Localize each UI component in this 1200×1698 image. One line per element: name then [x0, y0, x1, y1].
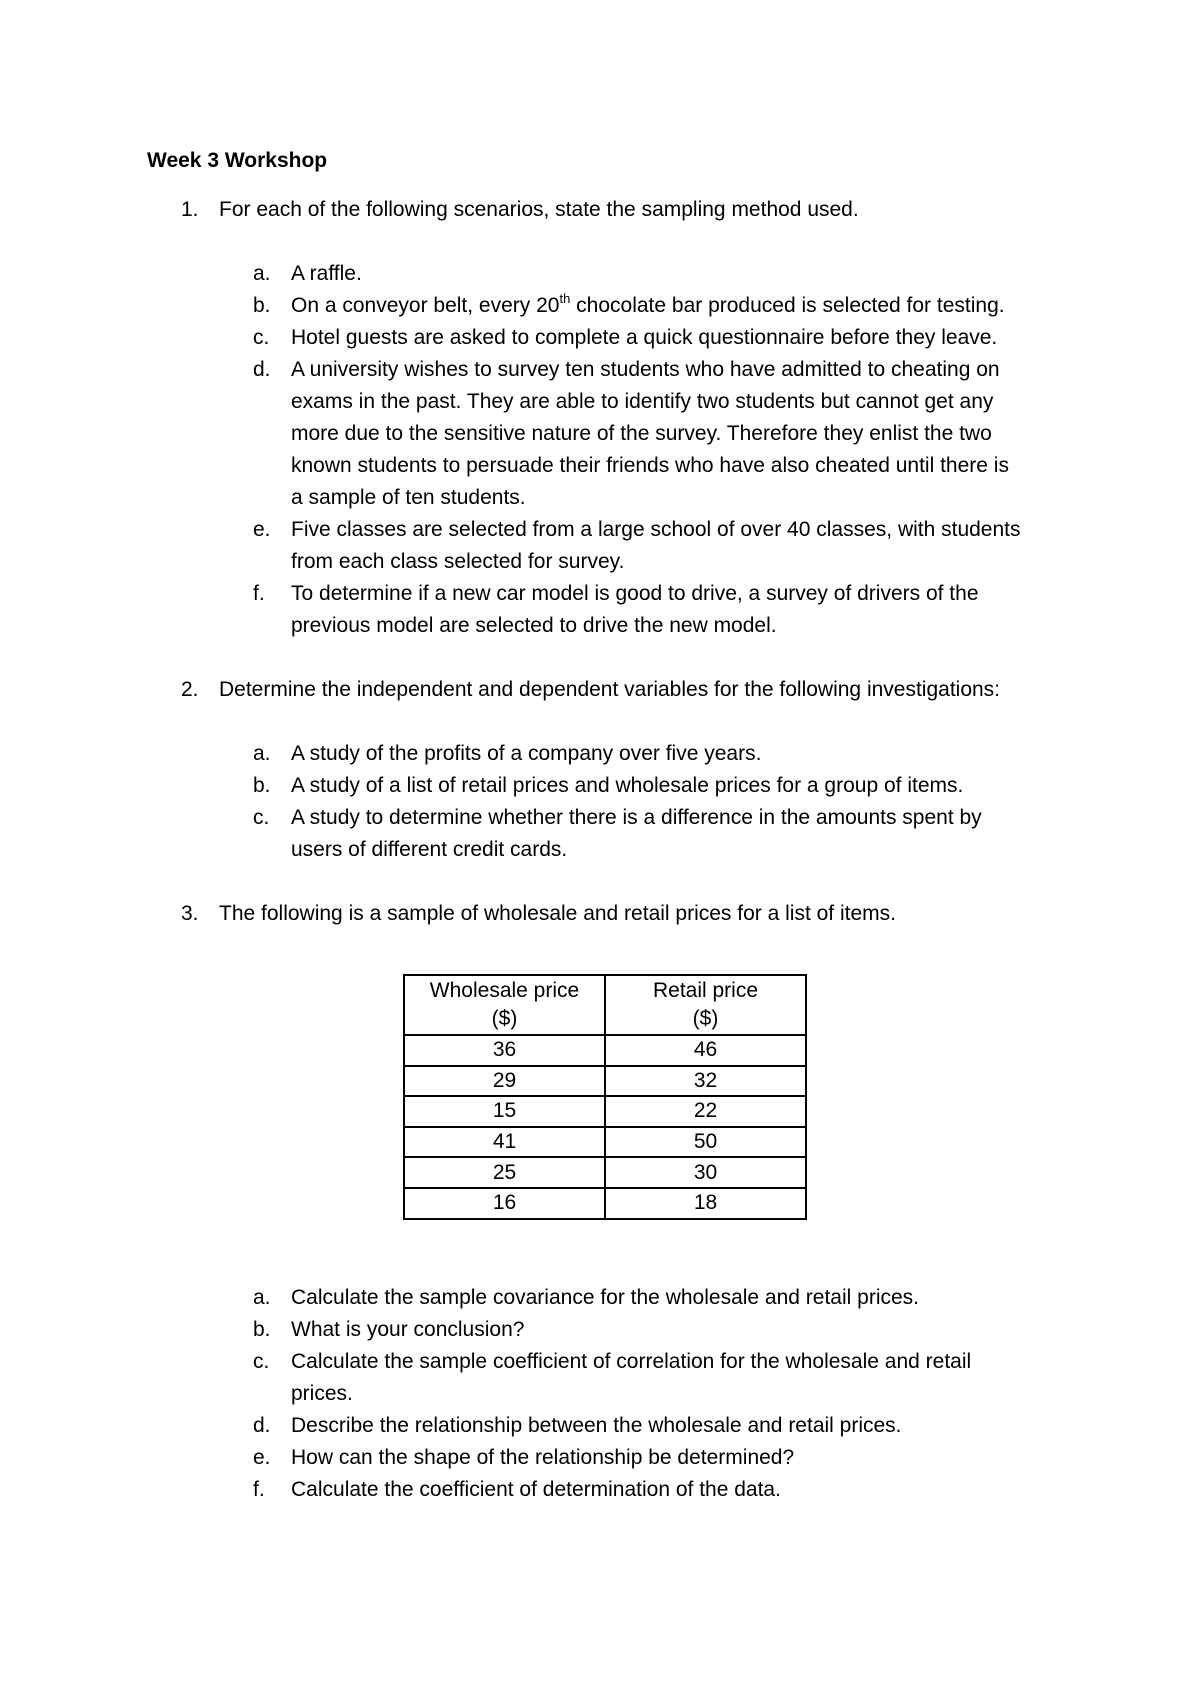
part-text-line: To determine if a new car model is good to drive, a survey of drivers of the: [291, 582, 979, 605]
part-text: Calculate the sample covariance for the wholesale and retail prices.: [291, 1286, 920, 1309]
part-letter: c.: [253, 1350, 270, 1373]
question-number: 3.: [181, 902, 199, 925]
header-line: Retail price: [652, 979, 759, 1002]
part-text: What is your conclusion?: [291, 1318, 525, 1341]
question-1-part-d: [253, 354, 1073, 514]
part-letter: b.: [253, 774, 271, 797]
question-3-part-b: [253, 1314, 1073, 1346]
part-text: How can the shape of the relationship be determined?: [291, 1446, 795, 1469]
part-letter: e.: [253, 518, 271, 541]
table-row: [404, 1127, 806, 1158]
part-text: Calculate the coefficient of determination of the data.: [291, 1478, 781, 1501]
question-2-part-c: [253, 802, 1073, 866]
table-row: [404, 1157, 806, 1188]
page-title: Week 3 Workshop: [147, 149, 328, 172]
part-text-line: from each class selected for survey.: [291, 550, 625, 573]
column-header-retail: [605, 975, 806, 1035]
ordinal-suffix: th: [559, 291, 571, 306]
header-unit: ($): [491, 1007, 518, 1030]
question-number: 2.: [181, 678, 199, 701]
table-row: [404, 1066, 806, 1097]
part-letter: a.: [253, 742, 271, 765]
retail-cell: 22: [605, 1096, 806, 1127]
question-1-part-e: [253, 514, 1073, 578]
question-text: The following is a sample of wholesale and retail prices for a list of items.: [219, 902, 896, 925]
part-text: Describe the relationship between the wholesale and retail prices.: [291, 1414, 902, 1437]
header-line: Wholesale price: [429, 979, 580, 1002]
question-text: For each of the following scenarios, state the sampling method used.: [219, 198, 859, 221]
table-row: [404, 1035, 806, 1066]
part-text-line: previous model are selected to drive the new model.: [291, 614, 777, 637]
part-text: [291, 290, 1051, 322]
part-letter: c.: [253, 326, 270, 349]
wholesale-cell: 16: [404, 1188, 605, 1219]
part-letter: b.: [253, 1318, 271, 1341]
question-number: 1.: [181, 198, 199, 221]
retail-cell: 30: [605, 1157, 806, 1188]
question-2: [181, 674, 1081, 706]
retail-cell: 46: [605, 1035, 806, 1066]
question-2-part-b: [253, 770, 1073, 802]
part-text-line: users of different credit cards.: [291, 838, 568, 861]
wholesale-cell: 41: [404, 1127, 605, 1158]
table-header-row: [404, 975, 806, 1035]
part-letter: c.: [253, 806, 270, 829]
question-3-part-f: [253, 1474, 1073, 1506]
part-text: Hotel guests are asked to complete a quick questionnaire before they leave.: [291, 326, 998, 349]
question-3-part-d: [253, 1410, 1073, 1442]
part-text-line: more due to the sensitive nature of the survey. Therefore they enlist the two: [291, 422, 992, 445]
wholesale-cell: 15: [404, 1096, 605, 1127]
question-3-part-a: [253, 1282, 1073, 1314]
part-text-line: A study to determine whether there is a difference in the amounts spent by: [291, 806, 982, 829]
question-2-part-a: [253, 738, 1073, 770]
question-1-part-b: [253, 290, 1073, 322]
part-letter: f.: [253, 1478, 265, 1501]
part-text-line: known students to persuade their friends who have also cheated until there is: [291, 454, 1009, 477]
wholesale-cell: 29: [404, 1066, 605, 1097]
question-text: Determine the independent and dependent variables for the following investigations:: [219, 678, 1001, 701]
part-text: A study of a list of retail prices and wholesale prices for a group of items.: [291, 774, 964, 797]
table-row: [404, 1188, 806, 1219]
column-header-wholesale: [404, 975, 605, 1035]
part-text-line: prices.: [291, 1382, 353, 1405]
part-text-line: A university wishes to survey ten students who have admitted to cheating on: [291, 358, 1000, 381]
part-letter: b.: [253, 294, 271, 317]
retail-cell: 32: [605, 1066, 806, 1097]
retail-cell: 18: [605, 1188, 806, 1219]
part-letter: a.: [253, 262, 271, 285]
part-text: A study of the profits of a company over five years.: [291, 742, 762, 765]
question-3-part-e: [253, 1442, 1073, 1474]
part-text-line: Calculate the sample coefficient of correlation for the wholesale and retail: [291, 1350, 972, 1373]
part-text-end: chocolate bar produced is selected for testing.: [570, 294, 1005, 317]
wholesale-cell: 25: [404, 1157, 605, 1188]
table-row: [404, 1096, 806, 1127]
wholesale-cell: 36: [404, 1035, 605, 1066]
question-3-part-c: [253, 1346, 1073, 1410]
question-1-part-f: [253, 578, 1073, 642]
price-table: [403, 974, 807, 1220]
part-text-line: exams in the past. They are able to identify two students but cannot get any: [291, 390, 994, 413]
part-letter: f.: [253, 582, 265, 605]
part-letter: e.: [253, 1446, 271, 1469]
question-1-part-a: [253, 258, 1073, 290]
part-text-line: Five classes are selected from a large school of over 40 classes, with students: [291, 518, 1021, 541]
retail-cell: 50: [605, 1127, 806, 1158]
part-letter: d.: [253, 1414, 271, 1437]
part-text: A raffle.: [291, 262, 362, 285]
part-text-line: a sample of ten students.: [291, 486, 526, 509]
question-1: [181, 194, 1081, 226]
part-letter: a.: [253, 1286, 271, 1309]
question-3: [181, 898, 1081, 930]
part-text-start: On a conveyor belt, every 20: [291, 294, 560, 317]
header-unit: ($): [692, 1007, 719, 1030]
part-letter: d.: [253, 358, 271, 381]
question-1-part-c: [253, 322, 1073, 354]
